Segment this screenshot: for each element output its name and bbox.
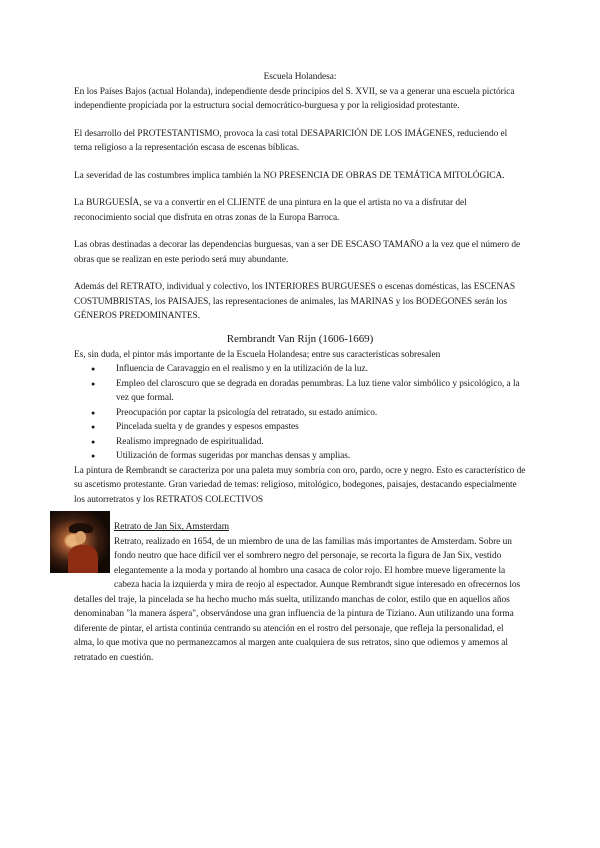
paragraph-burguesia: La BURGUESÍA, se va a convertir en el CLIENTE de una pintura en la que el artista no va a disfrutar del reconocimiento social que disfruta en otras zonas de la Europa Barroca.: [74, 198, 467, 223]
document-page: [74, 70, 526, 665]
rembrandt-intro: Es, sin duda, el pintor más importante de la Escuela Holandesa; entre sus características sobresalen: [74, 349, 441, 360]
paragraph-intro: En los Países Bajos (actual Holanda), independiente desde principios del S. XVII, se va a generar una escuela pictórica independiente propiciada por la estructura social democrático-burguesa y por la religiosidad protestante.: [74, 86, 515, 111]
list-item: ● Realismo impregnado de espiritualidad.: [116, 435, 526, 450]
list-item: ● Utilización de formas sugeridas por manchas densas y amplias.: [116, 449, 526, 464]
figure-jan-six: [74, 520, 526, 665]
section-title-rembrandt: Rembrandt Van Rijn (1606-1669): [226, 332, 374, 345]
list-item: ● Pincelada suelta y de grandes y espesos empastes: [116, 420, 526, 435]
portrait-painting-icon: [50, 511, 110, 573]
list-item: ● Influencia de Caravaggio en el realismo y en la utilización de la luz.: [116, 362, 526, 377]
list-item: ● Preocupación por captar la psicología del retratado, su estado anímico.: [116, 406, 526, 421]
paragraph-generos: Además del RETRATO, individual y colectivo, los INTERIORES BURGUESES o escenas domésticas, las ESCENAS COSTUMBRISTAS, los PAISAJES, las representaciones de animales, las MARINAS y los BODEGONES serán los GÉNEROS PREDOMINANTES.: [74, 282, 516, 321]
paragraph-mitologia: La severidad de las costumbres implica también la NO PRESENCIA DE OBRAS DE TEMÁTICA MITOLÓGICA.: [74, 170, 505, 181]
figure-description: Retrato, realizado en 1654, de un miembro de una de las familias más importantes de Amsterdam. Sobre un fondo neutro que hace difícil ver el sombrero negro del personaje, se recorta la figura de Jan Six, vestido elegantemente a la moda y portando al hombro una casaca de color rojo. El hombre mueve ligeramente la cabeza hacia la izquierda y mira de reojo al espectador. Aunque Rembrandt sigue interesado en ofrecernos los detalles del traje, la pincelada se ha hecho mucho más suelta, utilizando manchas de color, estilo que en aquellos años denominaban "la manera áspera", observándose una gran influencia de la pintura de Tiziano. Aun utilizando una forma diferente de pintar, el artista continúa centrando su atención en el rostro del personaje, que refleja la personalidad, el alma, lo que motiva que no permanezcamos al margen ante cualquiera de sus retratos, sino que odiemos y amemos al retratado en cuestión.: [74, 536, 521, 663]
paragraph-protestantismo: El desarrollo del PROTESTANTISMO, provoca la casi total DESAPARICIÓN DE LOS IMÁGENES, reduciendo el tema religioso a la representación escasa de escenas bíblicas.: [74, 128, 508, 153]
section-title-escuela-holandesa: Escuela Holandesa:: [263, 72, 337, 82]
figure-title: Retrato de Jan Six, Amsterdam: [114, 522, 229, 532]
characteristics-list: [74, 362, 526, 464]
list-item: ● Empleo del claroscuro que se degrada en doradas penumbras. La luz tiene valor simbólico y psicológico, a la vez que formal.: [116, 377, 526, 406]
paragraph-tamano: Las obras destinadas a decorar las dependencias burguesas, van a ser DE ESCASO TAMAÑO a la vez que el número de obras que se realizan en este periodo será muy abundante.: [74, 240, 521, 265]
rembrandt-palette-paragraph: La pintura de Rembrandt se caracteriza por una paleta muy sombría con oro, pardo, ocre y negro. Esto es característico de su ascetismo protestante. Gran variedad de temas: religioso, mitológico, bodegones, paisajes, destacando especialmente los autorretratos y los RETRATOS COLECTIVOS: [74, 465, 526, 505]
